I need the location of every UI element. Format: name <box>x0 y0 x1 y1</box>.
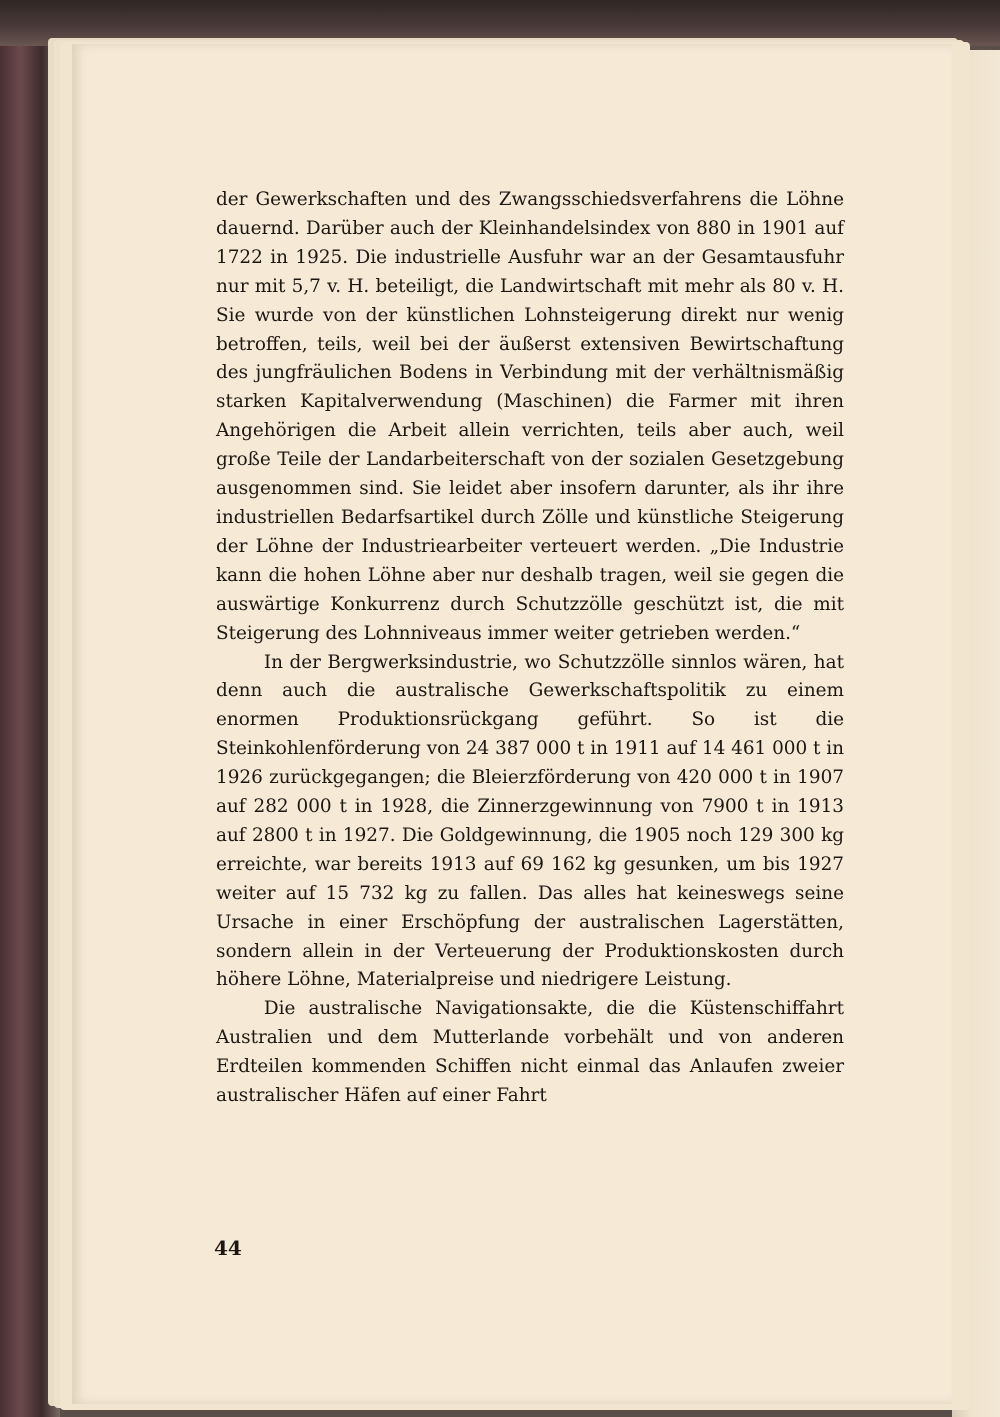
body-text <box>216 186 844 1111</box>
paragraph-1: der Gewerkschaften und des Zwangsschiedsverfahrens die Löhne dauernd. Darüber auch der Kleinhandelsindex von 880 in 1901 auf 1722 in 1925. Die industrielle Ausfuhr war an der Gesamtausfuhr nur mit 5,7 v. H. beteiligt, die Landwirtschaft mit mehr als 80 v. H. Sie wurde von der künstlichen Lohnsteigerung direkt nur wenig betroffen, teils, weil bei der äußerst extensiven Bewirtschaftung des jungfräulichen Bodens in Verbindung mit der verhältnismäßig starken Kapitalverwendung (Maschinen) die Farmer mit ihren Angehörigen die Arbeit allein verrichten, teils aber auch, weil große Teile der Landarbeiterschaft von der sozialen Gesetzgebung ausgenommen sind. Sie leidet aber insofern darunter, als ihr ihre industriellen Bedarfsartikel durch Zölle und künstliche Steigerung der Löhne der Industriearbeiter verteuert werden. „Die Industrie kann die hohen Löhne aber nur deshalb tragen, weil sie gegen die auswärtige Konkurrenz durch Schutzzölle geschützt ist, die mit Steigerung des Lohnniveaus immer weiter getrieben werden.“ <box>216 189 844 644</box>
page-number: 44 <box>214 1236 242 1260</box>
paragraph-3: Die australische Navigationsakte, die die Küstenschiffahrt Australien und dem Mutterlande vorbehält und von anderen Erdteilen kommenden Schiffen nicht einmal das Anlaufen zweier australischer Häfen auf einer Fahrt <box>216 998 844 1107</box>
paragraph-2: In der Bergwerksindustrie, wo Schutzzölle sinnlos wären, hat denn auch die australische Gewerkschaftspolitik zu einem enormen Produktionsrückgang geführt. So ist die Steinkohlenförderung von 24 387 000 t in 1911 auf 14 461 000 t in 1926 zurückgegangen; die Bleierzförderung von 420 000 t in 1907 auf 282 000 t in 1928, die Zinnerzgewinnung von 7900 t in 1913 auf 2800 t in 1927. Die Goldgewinnung, die 1905 noch 129 300 kg erreichte, war bereits 1913 auf 69 162 kg gesunken, um bis 1927 weiter auf 15 732 kg zu fallen. Das alles hat keineswegs seine Ursache in einer Erschöpfung der australischen Lagerstätten, sondern allein in der Verteuerung der Produktionskosten durch höhere Löhne, Materialpreise und niedrigere Leistung. <box>216 651 845 991</box>
